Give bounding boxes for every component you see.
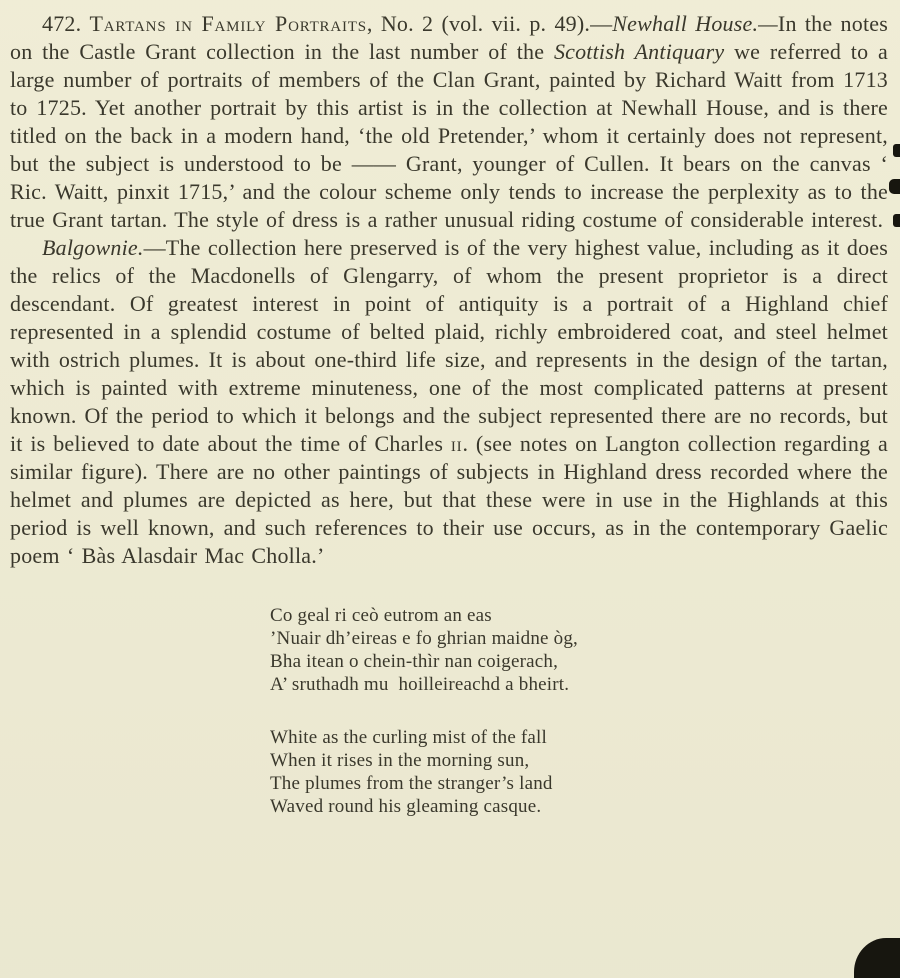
scan-artifact-edge-mark-2 [889,179,900,194]
balgownie-italic: Balgownie. [42,235,144,260]
scan-artifact-corner-blob [854,938,900,978]
english-translation-stanza [270,726,888,818]
paragraph2-body-b: . (see notes on Langton collection regarding a similar figure). There are no other paintings of subjects in Highland dress recorded where the helmet and plumes are depicted as here, but that these were in use in the Highlands at this period is well known, and such references to their use occurs, as in the contemporary Gaelic poem ‘ Bàs Alasdair Mac Cholla.’ [10,431,888,568]
paragraph2-body-a: —The collection here preserved is of the very highest value, including as it does the relics of the Macdonells of Glengarry, of whom the present proprietor is a direct descendant. Of greatest interest in point of antiquity is a portrait of a Highland chief represented in a splendid costume of belted plaid, richly embroidered coat, and steel helmet with ostrich plumes. It is about one-third life size, and represents in the design of the tartan, which is painted with extreme minuteness, one of the most complicated patterns at present known. Of the period to which it belongs and the subject represented there are no records, but it is believed to date about the time of Charles [10,235,888,456]
gaelic-poem-line-3: Bha itean o chein-thìr nan coigerach, [270,651,559,672]
gaelic-poem-line-2: ’Nuair dh’eireas e fo ghrian maidne òg, [270,628,578,649]
gaelic-poem-line-4: A’ sruthadh mu hoilleireachd a bheirt. [270,674,570,695]
entry-number: 472. [42,11,90,36]
english-poem-line-4: Waved round his gleaming casque. [270,796,542,817]
scan-artifact-edge-mark-1 [893,144,900,157]
newhall-house-italic: Newhall House.— [612,11,778,36]
paragraph-balgownie [10,234,888,570]
gaelic-poem-line-1: Co geal ri ceò eutrom an eas [270,605,492,626]
english-poem-line-1: White as the curling mist of the fall [270,727,548,748]
paragraph-tartans-entry [10,10,888,234]
english-poem-line-2: When it rises in the morning sun, [270,750,530,771]
scottish-antiquary-italic: Scottish Antiquary [553,39,725,64]
entry-title-smallcaps: Tartans in Family Portraits [89,11,367,36]
entry-reference: , No. 2 (vol. vii. p. 49).— [366,11,613,36]
paragraph1-body-b: we referred to a large number of portraits of members of the Clan Grant, painted by Richard Waitt from 1713 to 1725. Yet another portrait by this artist is in the collection at Newhall House, and is there titled on the back in a modern hand, ‘the old Pretender,’ whom it certainly does not represent, but the subject is understood to be —— Grant, younger of Cullen. It bears on the canvas ‘ Ric. Waitt, pinxit 1715,’ and the colour scheme only tends to increase the perplexity as to the true Grant tartan. The style of dress is a rather unusual riding costume of considerable interest. [10,39,888,232]
scan-artifact-edge-mark-3 [893,214,900,227]
english-poem-line-3: The plumes from the stranger’s land [270,773,553,794]
gaelic-poem-stanza [270,604,888,696]
paragraph1-body-a: In the notes on the Castle Grant collection in the last number of the [10,11,888,64]
charles-ii-smallcaps: ii [450,431,463,456]
